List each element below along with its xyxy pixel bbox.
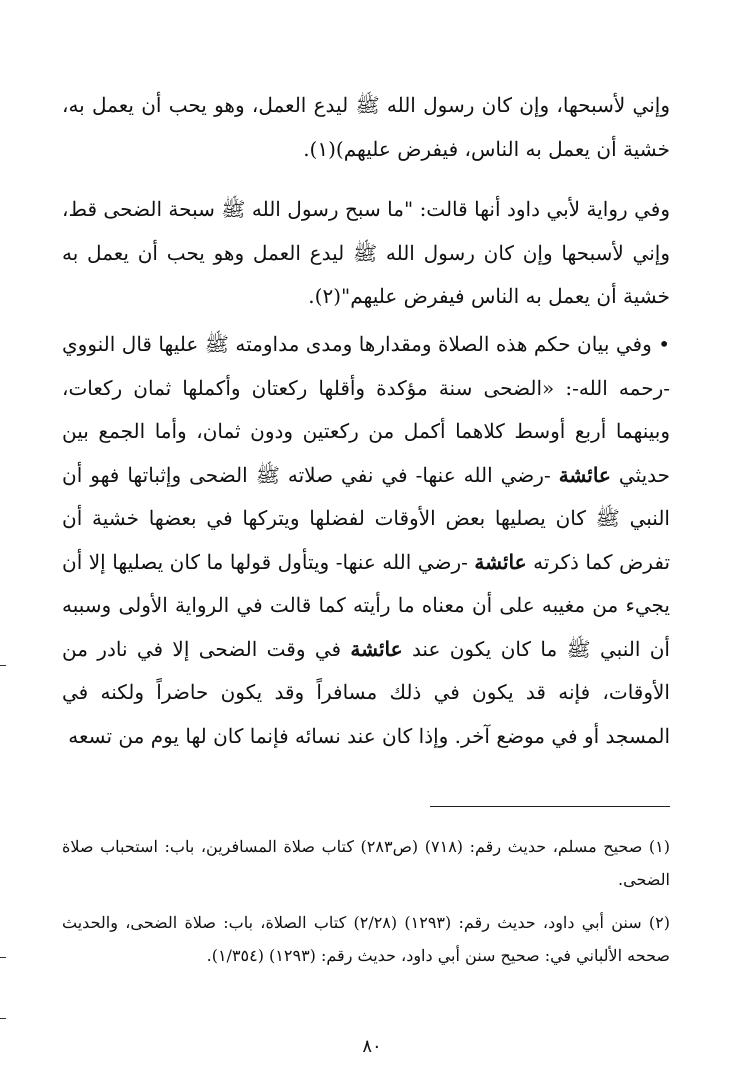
page-number: ٨٠ [362,1036,382,1057]
name-aisha-3: عائشة [350,636,403,661]
margin-mark [0,1018,6,1019]
paragraph-3-part-d: في وقت الضحى إلا في نادر من الأوقات، فإنه قد يكون في ذلك مسافراً وقد يكون حاضراً ولكنه في المسجد أو في موضع آخر. وإذا كان عند نسائه فإنما كان لها يوم من تسعه [62,636,670,748]
paragraph-3-part-a: • وفي بيان حكم هذه الصلاة ومقدارها ومدى مداومته ﷺ عليها قال النووي -رحمه الله-: «الضحى سنة مؤكدة وأقلها ركعتان وأكملها ثمان ركعات، وبينهما أربع أوسط كلاهما أكمل من ركعتين ودون ثمان، وأما الجمع بين حديثي [62,332,671,487]
paragraph-3-part-b: -رضي الله عنها- في نفي صلاته ﷺ الضحى وإثباتها فهو أن النبي ﷺ كان يصليها بعض الأوقات لفضلها ويتركها في بعضها خشية أن تفرض كما ذكرته [62,462,671,574]
footnote-1: (١) صحيح مسلم، حديث رقم: (٧١٨) (ص٢٨٣) كتاب صلاة المسافرين، باب: استحباب صلاة الضحى. [62,837,671,889]
footnote-separator [430,806,670,807]
paragraph-1: وإني لأسبحها، وإن كان رسول الله ﷺ ليدع العمل، وهو يحب أن يعمل به، خشية أن يعمل به الناس، فيفرض عليهم)(١). [62,93,670,161]
paragraph-3 [62,323,670,758]
name-aisha-1: عائشة [558,462,611,487]
margin-mark [0,957,6,958]
margin-mark [0,665,6,666]
name-aisha-2: عائشة [474,549,527,574]
paragraph-3-part-c: -رضي الله عنها- ويتأول قولها ما كان يصليها إلا أن يجيء من مغيبه على أن معناه ما رأيته كما قالت في الرواية الأولى وسببه أن النبي ﷺ ما كان يكون عند [62,549,670,661]
paragraph-2: وفي رواية لأبي داود أنها قالت: "ما سبح رسول الله ﷺ سبحة الضحى قط، وإني لأسبحها وإن كان رسول الله ﷺ ليدع العمل وهو يحب أن يعمل به خشية أن يعمل به الناس فيفرض عليهم"(٢). [62,197,670,308]
footnote-2: (٢) سنن أبي داود، حديث رقم: (١٢٩٣) (٢/٢٨) كتاب الصلاة، باب: صلاة الضحى، والحديث صححه الألباني في: صحيح سنن أبي داود، حديث رقم: (١٢٩٣) (١/٣٥٤). [62,913,670,965]
